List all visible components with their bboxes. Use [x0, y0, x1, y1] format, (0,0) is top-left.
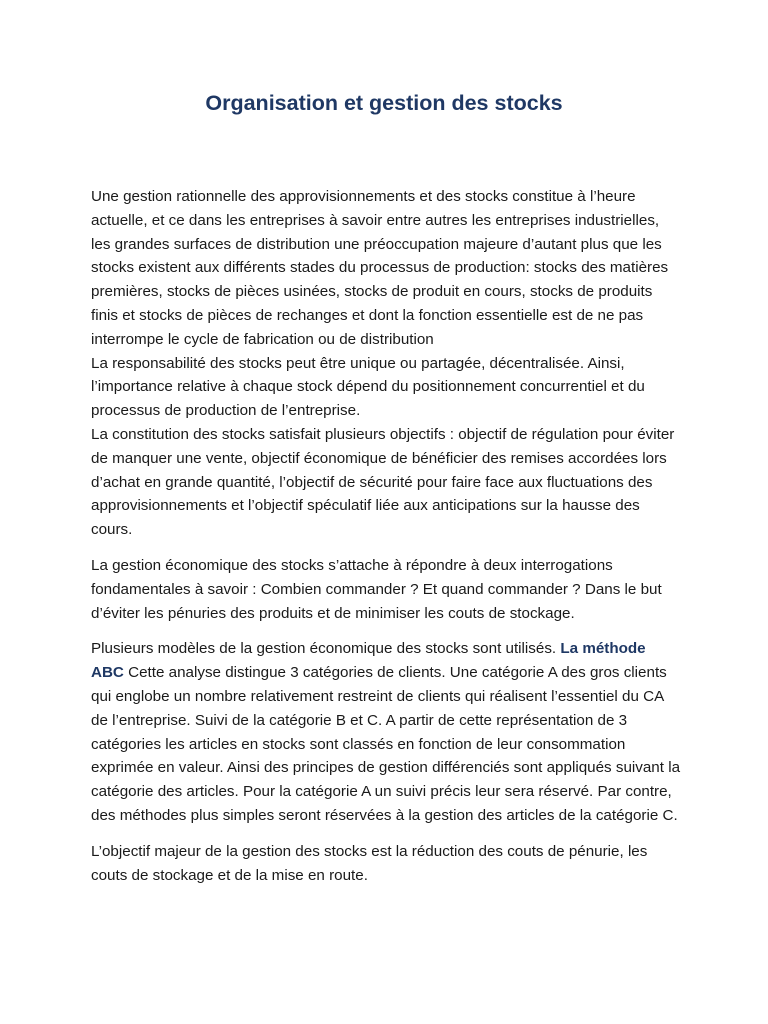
paragraph-responsibility: La responsabilité des stocks peut être unique ou partagée, décentralisée. Ainsi, l’importance relative à chaque stock dépend du positionnement concurrentiel et du processus de production de l’entreprise.	[91, 354, 645, 420]
abc-rest-text: Cette analyse distingue 3 catégories de clients. Une catégorie A des gros clients qui englobe un nombre relativement restreint de clients qui réalisent l’essentiel du CA de l’entreprise. Suivi de la catégorie B et C. A partir de cette représentation de 3 catégories les articles en stocks sont classés en fonction de leur consommation exprimée en valeur. Ainsi des principes de gestion différenciés sont appliqués suivant la catégorie des articles. Pour la catégorie A un suivi précis leur sera réservé. Par contre, des méthodes plus simples seront réservées à la gestion des articles de la catégorie C.	[91, 664, 681, 824]
paragraph-objectives: La constitution des stocks satisfait plusieurs objectifs : objectif de régulation pour éviter de manquer une vente, objectif économique de bénéficier des remises accordées lors d’achat en grande quantité, l’objectif de sécurité pour faire face aux fluctuations des approvisionnements et l’objectif spéculatif liée aux anticipations sur la hausse des cours.	[91, 425, 675, 539]
paragraph-economic-management: La gestion économique des stocks s’attache à répondre à deux interrogations fondamentales à savoir : Combien commander ? Et quand commander ? Dans le but d’éviter les pénuries des produits et de minimiser les couts de stockage.	[91, 556, 662, 622]
paragraph-intro: Une gestion rationnelle des approvisionnements et des stocks constitue à l’heure actuelle, et ce dans les entreprises à savoir entre autres les entreprises industrielles, les grandes surfaces de distribution une préoccupation majeure d’autant plus que les stocks existent aux différents stades du processus de production: stocks des matières premières, stocks de pièces usinées, stocks de produit en cours, stocks de produits finis et stocks de pièces de rechanges et dont la fonction essentielle est de ne pas interrompe le cycle de fabrication ou de distribution	[91, 188, 669, 348]
document-title: Organisation et gestion des stocks	[205, 91, 563, 115]
abc-method-highlight: La méthode ABC	[91, 640, 646, 682]
paragraph-main-objective: L’objectif majeur de la gestion des stocks est la réduction des couts de pénurie, les couts de stockage et de la mise en route.	[91, 842, 648, 884]
paragraph-abc-method	[91, 637, 681, 827]
document-body	[91, 185, 681, 887]
abc-lead-text: Plusieurs modèles de la gestion économique des stocks sont utilisés.	[91, 640, 561, 658]
